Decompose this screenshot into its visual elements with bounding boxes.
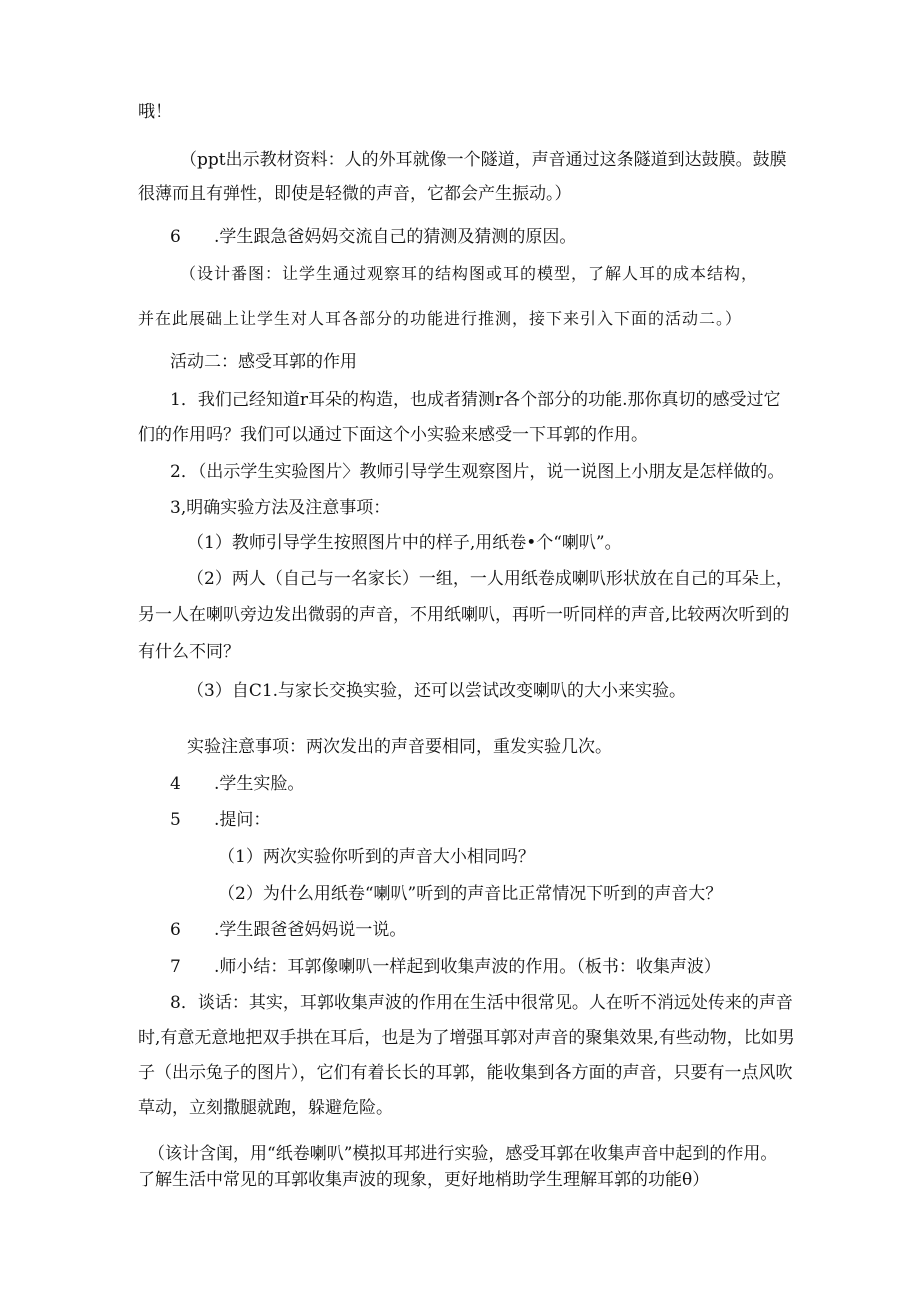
text-line: 另一人在喇叭旁边发出微弱的声音，不用纸喇叭，再听一听同样的声音,比较两次听到的 xyxy=(138,605,790,625)
text-line: 哦！ xyxy=(138,102,172,122)
item-text: .师小结：耳郭像喇叭一样起到收集声波的作用。（板书：收集声波） xyxy=(214,957,721,977)
numbered-item xyxy=(170,808,270,832)
text-line: 2．（出示学生实验图片〉教师引导学生观察图片，说一说图上小朋友是怎样做的。 xyxy=(170,462,785,482)
text-line: （3）自C1.与家长交换实验，还可以尝试改变喇叭的大小来实验。 xyxy=(187,681,687,701)
text-line: 有什么不同？ xyxy=(138,642,240,662)
item-number: 7 xyxy=(170,957,181,977)
design-note-line: （该计含闺，用“纸卷喇叭”模拟耳邦进行实验，感受耳郭在收集声音中起到的作用。 xyxy=(148,1144,778,1164)
item-number: 6 xyxy=(170,920,181,940)
text-line: 3,明确实验方法及注意事项： xyxy=(170,498,391,518)
text-line: 实验注意事项：两次发出的声音要相同，重发实验几次。 xyxy=(187,737,612,757)
text-line: （2）为什么用纸卷“喇叭”听到的声音比正常情况下听到的声音大？ xyxy=(218,884,723,904)
item-text: .提问： xyxy=(214,810,271,830)
text-line: 们的作用吗？我们可以通过下面这个小实验来感受一下耳郭的作用。 xyxy=(138,425,648,445)
design-note-line: （设计番图：让学生通过观察耳的结构图或耳的模型，了解人耳的成本结构， xyxy=(180,264,759,283)
numbered-item xyxy=(170,918,406,942)
design-note-line: 了解生活中常见的耳郭收集声波的现象，更好地梢助学生理解耳郭的功能θ） xyxy=(138,1170,710,1190)
design-note-line: 并在此展础上让学生对人耳各部分的功能进行推测，接下来引入下面的活动二。） xyxy=(138,309,743,328)
text-line: （ppt出示教材资料：人的外耳就像一个隧道，声音通过这条隧道到达鼓膜。鼓膜 xyxy=(180,150,787,170)
text-line: （1）教师引导学生按照图片中的样子,用纸卷•个“喇叭”。 xyxy=(187,533,622,553)
text-line: 很薄而且有弹性，即使是轻微的声音，它都会产生振动。） xyxy=(138,184,572,204)
text-line: 1．我们己经知道r耳朵的构造，也成者猜测r各个部分的功能.那你真切的感受过它 xyxy=(170,390,781,410)
item-number: 6 xyxy=(170,227,181,247)
item-text: .学生跟急爸妈妈交流自己的猜测及猜测的原因。 xyxy=(214,227,577,247)
numbered-item xyxy=(170,772,304,796)
text-line: （1）两次实验你听到的声音大小相同吗？ xyxy=(218,847,535,867)
text-line: 草动，立刻撒腿就跑，躲避危险。 xyxy=(138,1098,393,1118)
numbered-item xyxy=(170,955,721,979)
text-line: 子（出示兔子的图片），它们有着长长的耳郭，能收集到各方面的声音，只要有一点风吹 xyxy=(138,1063,793,1083)
text-line: 8．谈话：其实，耳郭收集声波的作用在生活中很常见。人在听不消远处传来的声音 xyxy=(170,993,793,1013)
item-number: 4 xyxy=(170,774,181,794)
numbered-item xyxy=(170,225,576,249)
item-number: 5 xyxy=(170,810,181,830)
text-line: （2）两人（自己与一名家长）一组，一人用纸卷成喇叭形状放在自己的耳朵上， xyxy=(187,569,793,589)
item-text: .学生实脸。 xyxy=(214,774,305,794)
text-line: 时,有意无意地把双手拱在耳后，也是为了增强耳郭对声音的聚集效果,有些动物，比如男 xyxy=(138,1028,795,1048)
section-heading: 活动二：感受耳郭的作用 xyxy=(170,352,357,372)
item-text: .学生跟爸爸妈妈说一说。 xyxy=(214,920,407,940)
